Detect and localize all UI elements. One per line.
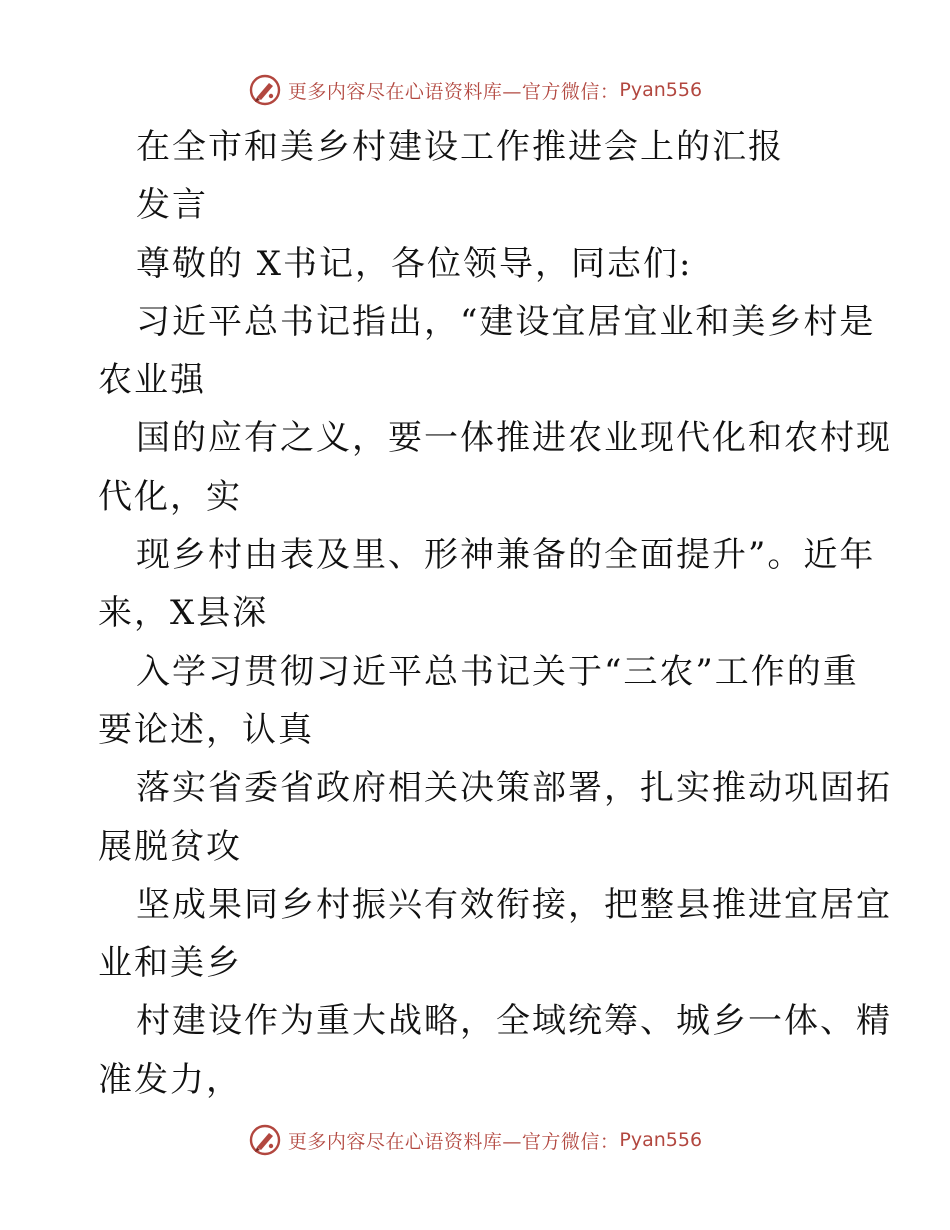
doc-line: 国的应有之义，要一体推进农业现代化和农村现 bbox=[136, 418, 892, 459]
doc-line: 习近平总书记指出，“建设宜居宜业和美乡村是 bbox=[136, 301, 876, 342]
doc-line: 现乡村由表及里、形神兼备的全面提升”。近年 bbox=[136, 535, 876, 576]
doc-line: 入学习贯彻习近平总书记关于“三农”工作的重 bbox=[136, 651, 859, 692]
doc-line: 准发力， bbox=[98, 1059, 242, 1100]
watermark-text: 更多内容尽在心语资料库—官方微信： bbox=[287, 80, 620, 103]
doc-line: 要论述，认真 bbox=[98, 709, 314, 750]
doc-line: 落实省委省政府相关决策部署，扎实推动巩固拓 bbox=[136, 768, 892, 809]
pen-seal-icon bbox=[248, 1123, 282, 1157]
document-body bbox=[98, 118, 892, 1109]
watermark-wechat-id: Pyan556 bbox=[619, 1129, 703, 1151]
pen-seal-icon bbox=[248, 73, 282, 107]
doc-line: 坚成果同乡村振兴有效衔接，把整县推进宜居宜 bbox=[136, 884, 892, 925]
watermark-wechat-id: Pyan556 bbox=[619, 79, 703, 101]
doc-line: 农业强 bbox=[98, 360, 206, 401]
doc-line: 来，X县深 bbox=[98, 593, 269, 634]
doc-line: 代化，实 bbox=[98, 476, 242, 517]
doc-line-title: 在全市和美乡村建设工作推进会上的汇报 bbox=[136, 127, 784, 167]
doc-line-title-cont: 发言 bbox=[136, 185, 208, 226]
header-watermark bbox=[0, 70, 950, 110]
doc-line: 业和美乡 bbox=[98, 943, 242, 984]
doc-line: 展脱贫攻 bbox=[98, 826, 242, 867]
doc-line: 村建设作为重大战略，全域统筹、城乡一体、精 bbox=[136, 1001, 892, 1042]
watermark-text: 更多内容尽在心语资料库—官方微信： bbox=[287, 1130, 620, 1153]
footer-watermark bbox=[0, 1120, 950, 1160]
doc-line-salutation: 尊敬的 X书记，各位领导，同志们: bbox=[136, 243, 693, 284]
